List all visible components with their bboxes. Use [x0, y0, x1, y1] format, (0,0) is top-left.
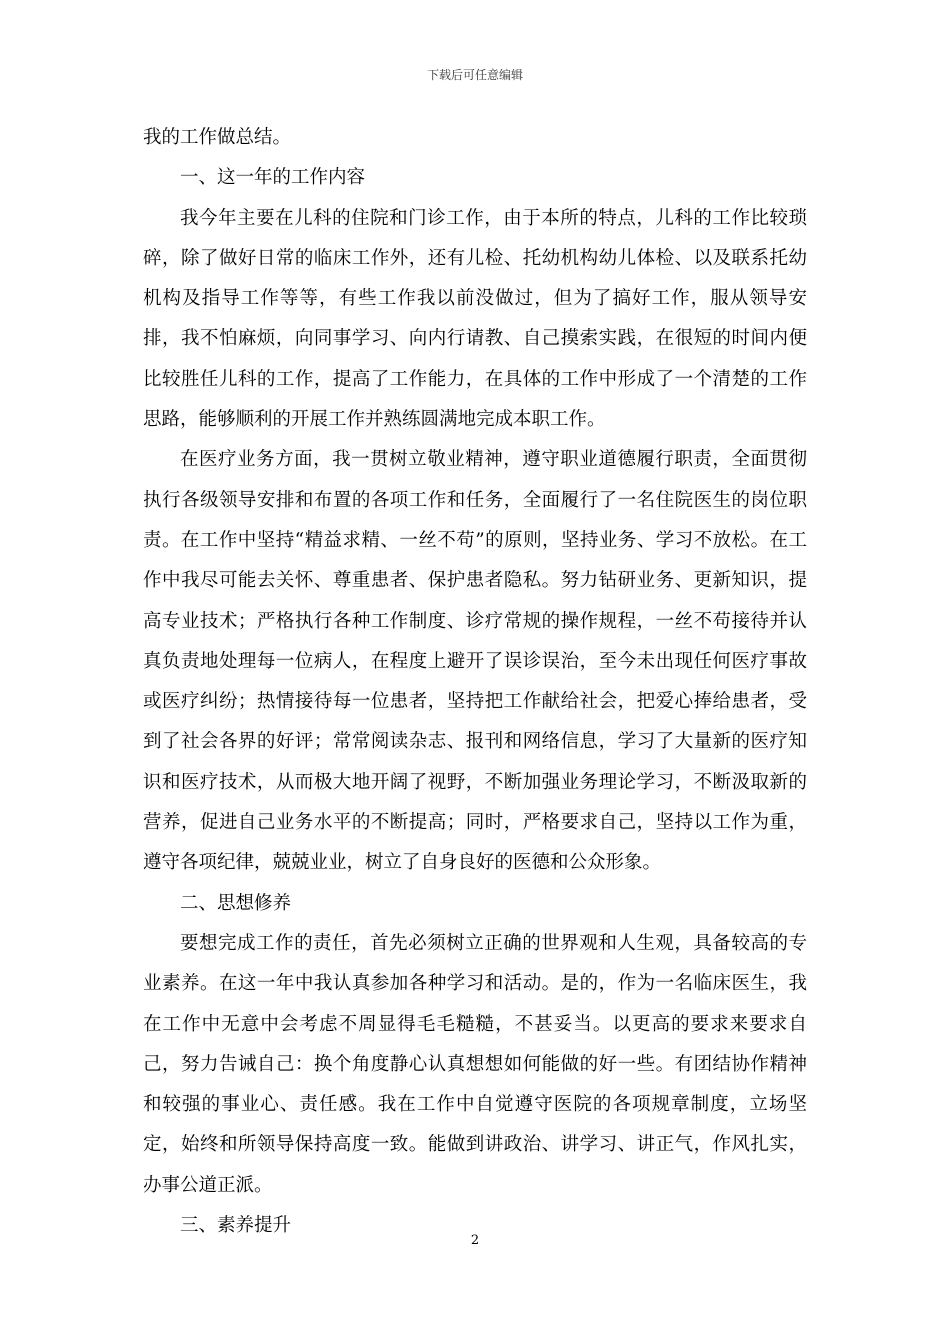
paragraph-work-content: 我今年主要在儿科的住院和门诊工作，由于本所的特点，儿科的工作比较琐碎，除了做好日常的临床工作外，还有儿检、托幼机构幼儿体检、以及联系托幼机构及指导工作等等，有些工作我以前没做过，但为了搞好工作，服从领导安排，我不怕麻烦，向同事学习、向内行请教、自己摸索实践，在很短的时间内便比较胜任儿科的工作，提高了工作能力，在具体的工作中形成了一个清楚的工作思路，能够顺利的开展工作并熟练圆满地完成本职工作。: [143, 207, 807, 431]
page-number: 2: [470, 1233, 480, 1248]
section-heading-3: 三、素养提升: [180, 1215, 292, 1237]
section-heading-2: 二、思想修养: [180, 892, 292, 914]
section-heading-1: 一、这一年的工作内容: [180, 167, 366, 189]
paragraph-thought-cultivation: 要想完成工作的责任，首先必须树立正确的世界观和人生观，具备较高的专业素养。在这一年中我认真参加各种学习和活动。是的，作为一名临床医生，我在工作中无意中会考虑不周显得毛毛糙糙，不甚妥当。以更高的要求来要求自己，努力告诫自己：换个角度静心认真想想如何能做的好一些。有团结协作精神和较强的事业心、责任感。我在工作中自觉遵守医院的各项规章制度，立场坚定，始终和所领导保持高度一致。能做到讲政治、讲学习、讲正气，作风扎实，办事公道正派。: [143, 932, 807, 1196]
document-body: [143, 118, 807, 1246]
paragraph-closing-line: 我的工作做总结。: [143, 127, 292, 148]
page-header: 下载后可任意编辑: [426, 68, 523, 82]
paragraph-medical-work: 在医疗业务方面，我一贯树立敬业精神，遵守职业道德履行职责，全面贯彻执行各级领导安排和布置的各项工作和任务，全面履行了一名住院医生的岗位职责。在工作中坚持“精益求精、一丝不苟”的原则，坚持业务、学习不放松。在工作中我尽可能去关怀、尊重患者、保护患者隐私。努力钻研业务、更新知识，提高专业技术；严格执行各种工作制度、诊疗常规的操作规程，一丝不苟接待并认真负责地处理每一位病人，在程度上避开了误诊误治，至今未出现任何医疗事故或医疗纠纷；热情接待每一位患者，坚持把工作献给社会，把爱心捧给患者，受到了社会各界的好评；常常阅读杂志、报刊和网络信息，学习了大量新的医疗知识和医疗技术，从而极大地开阔了视野，不断加强业务理论学习，不断汲取新的营养，促进自己业务水平的不断提高；同时，严格要求自己，坚持以工作为重，遵守各项纪律，兢兢业业，树立了自身良好的医德和公众形象。: [143, 449, 807, 874]
